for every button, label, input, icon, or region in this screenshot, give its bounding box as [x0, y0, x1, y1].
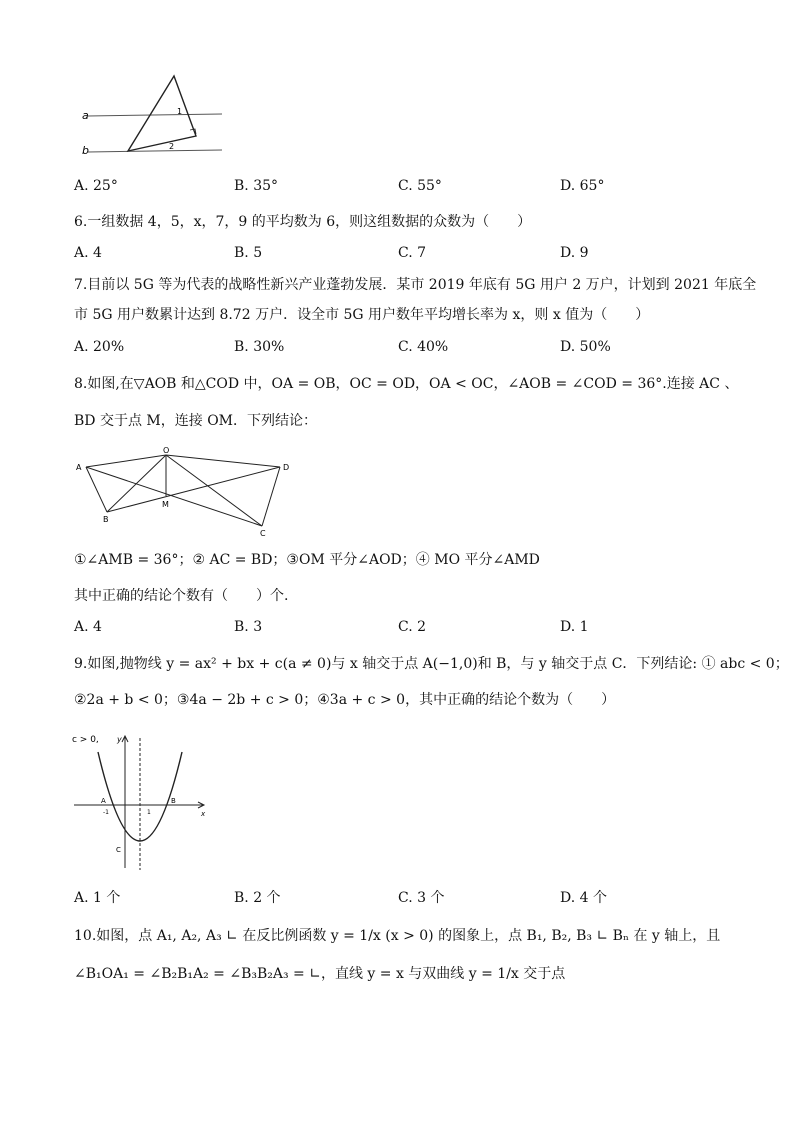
option-c[interactable]: C. 2 [398, 619, 427, 635]
q7-stem-line2: 市 5G 用户数累计达到 8.72 万户．设全市 5G 用户数年平均增长率为 x，则 x 值为（ ） [74, 307, 650, 323]
angle-1-label: 1 [177, 107, 183, 116]
option-d[interactable]: D. 9 [560, 245, 589, 261]
q7-stem-line1: 7.目前以 5G 等为代表的战略性新兴产业蓬勃发展．某市 2019 年底有 5G 用户 2 万户，计划到 2021 年底全 [74, 277, 757, 293]
q8-ask: 其中正确的结论个数有（ ）个. [74, 588, 289, 604]
tick-neg1-label: -1 [103, 809, 109, 816]
point-a-label: A [76, 463, 82, 472]
triangle [128, 76, 196, 151]
option-a[interactable]: A. 4 [74, 619, 102, 635]
q8-stem-line2: BD 交于点 M，连接 OM．下列结论： [74, 413, 318, 429]
c-positive-note: c > 0, [72, 735, 99, 745]
option-c[interactable]: C. 40% [398, 339, 449, 355]
label-b: b [82, 144, 89, 157]
segment-ao [86, 455, 166, 467]
point-d-label: D [283, 463, 290, 472]
q7-options [74, 337, 724, 357]
point-m-label: M [162, 500, 169, 509]
q5-figure [74, 70, 234, 160]
option-c[interactable]: C. 3 个 [398, 890, 445, 906]
q6-stem: 6.一组数据 4，5，x，7，9 的平均数为 6，则这组数据的众数为（ ） [74, 214, 532, 230]
x-axis-label: x [201, 810, 206, 818]
q6-options [74, 243, 724, 263]
segment-ab [86, 467, 107, 512]
q10-stem-line2: ∠B₁OA₁ = ∠B₂B₁A₂ = ∠B₃B₂A₃ = ∟，直线 y = x 与双曲线 y = 1/x 交于点 [74, 966, 566, 982]
option-a[interactable]: A. 1 个 [74, 890, 121, 906]
option-d[interactable]: D. 4 个 [560, 890, 607, 906]
point-c-label: C [116, 846, 121, 854]
option-b[interactable]: B. 5 [234, 245, 263, 261]
q10-stem-line1: 10.如图，点 A₁, A₂, A₃ ∟ 在反比例函数 y = 1/x (x > 0) 的图象上，点 B₁, B₂, B₃ ∟ Bₙ 在 y 轴上，且 [74, 928, 721, 944]
option-a[interactable]: A. 4 [74, 245, 102, 261]
line-a [88, 114, 222, 116]
segment-dc [262, 467, 280, 526]
q9-stem-line2: ②2a + b < 0；③4a − 2b + c > 0；④3a + c > 0，其中正确的结论个数为（ ） [74, 692, 616, 708]
q8-conclusions: ①∠AMB = 36°；② AC = BD；③OM 平分∠AOD；④ MO 平分∠AMD [74, 552, 540, 568]
q8-figure [74, 446, 300, 538]
option-b[interactable]: B. 30% [234, 339, 285, 355]
option-d[interactable]: D. 65° [560, 178, 605, 194]
angle-2-label: 2 [169, 142, 175, 151]
line-b [88, 150, 222, 152]
point-a-label: A [101, 797, 106, 805]
tick-1-label: 1 [147, 809, 151, 816]
option-c[interactable]: C. 55° [398, 178, 442, 194]
option-a[interactable]: A. 25° [74, 178, 118, 194]
option-d[interactable]: D. 50% [560, 339, 611, 355]
q9-figure [70, 730, 210, 876]
segment-oc [166, 455, 262, 526]
point-o-label: O [163, 446, 170, 455]
segment-od [166, 455, 280, 467]
option-b[interactable]: B. 2 个 [234, 890, 281, 906]
point-b-label: B [103, 515, 109, 524]
segment-ac [86, 467, 262, 526]
option-a[interactable]: A. 20% [74, 339, 125, 355]
y-axis-label: y [117, 735, 122, 744]
option-c[interactable]: C. 7 [398, 245, 427, 261]
q9-stem-line1: 9.如图,抛物线 y = ax² + bx + c(a ≠ 0)与 x 轴交于点 A(−1,0)和 B，与 y 轴交于点 C．下列结论: ① abc < 0； [74, 656, 789, 672]
q9-options [74, 888, 724, 908]
point-b-label: B [171, 797, 176, 805]
q5-options [74, 176, 724, 196]
point-c-label: C [260, 529, 266, 538]
option-b[interactable]: B. 35° [234, 178, 279, 194]
q8-stem-line1: 8.如图,在▽AOB 和△COD 中，OA = OB，OC = OD，OA < OC，∠AOB = ∠COD = 36°.连接 AC 、 [74, 376, 739, 392]
option-b[interactable]: B. 3 [234, 619, 263, 635]
label-a: a [82, 109, 89, 122]
q8-options [74, 617, 724, 637]
option-d[interactable]: D. 1 [560, 619, 589, 635]
segment-bd [107, 467, 280, 512]
